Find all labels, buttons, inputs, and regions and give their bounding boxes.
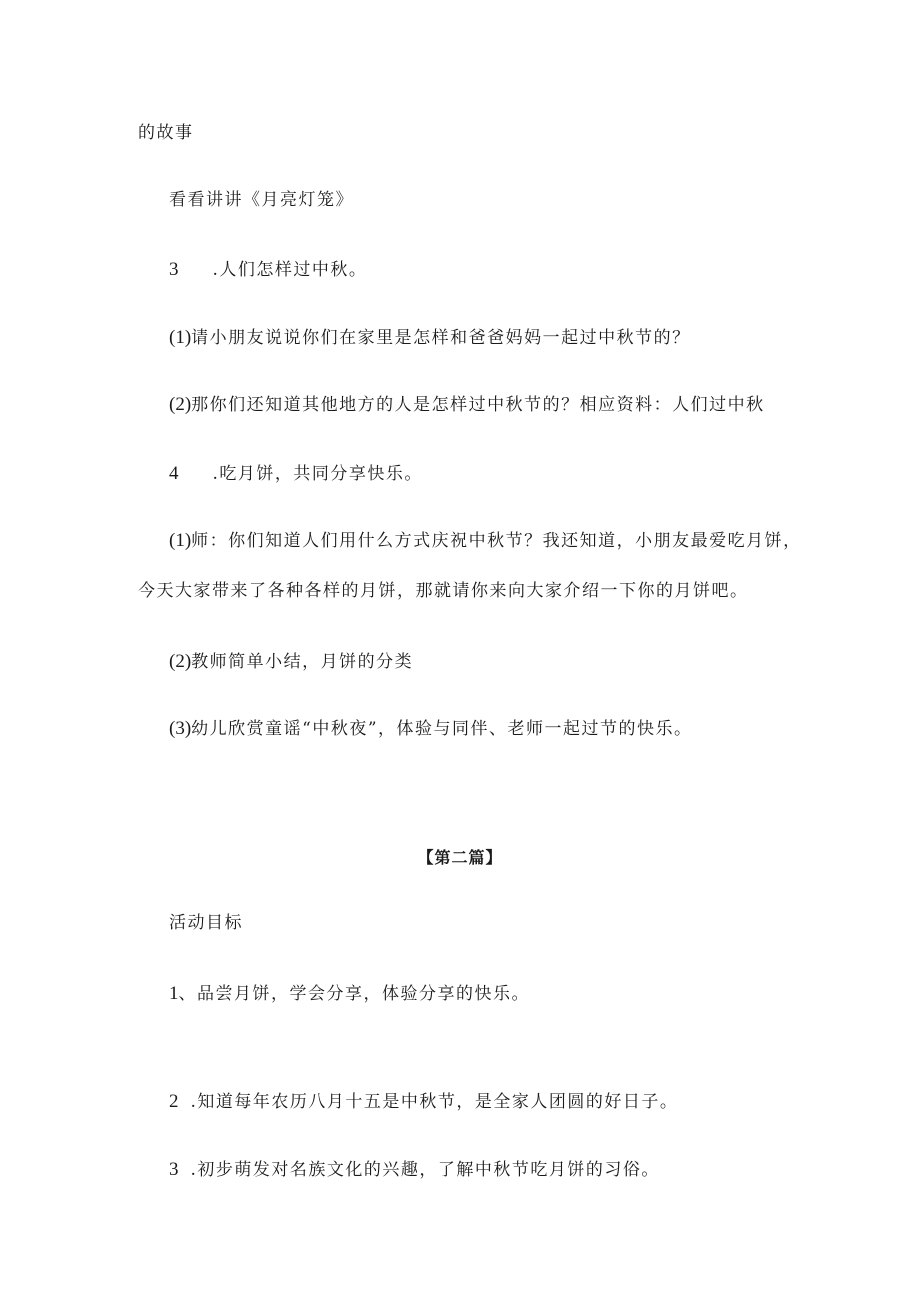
list-number: 4: [169, 463, 179, 484]
list-item: (2)教师简单小结，月饼的分类: [169, 651, 414, 672]
list-item: 3 .人们怎样过中秋。: [169, 259, 368, 280]
list-item: 1、品尝月饼，学会分享，体验分享的快乐。: [169, 983, 530, 1004]
text-line: 活动目标: [169, 913, 243, 933]
text-line: 的故事: [138, 123, 194, 143]
list-number: 3: [169, 259, 179, 280]
text-line: 看看讲讲《月亮灯笼》: [169, 190, 354, 210]
list-number: 1: [169, 983, 179, 1004]
list-item: 3 .初步萌发对名族文化的兴趣，了解中秋节吃月饼的习俗。: [169, 1159, 660, 1180]
list-number: (3): [169, 718, 192, 739]
list-item: (1)请小朋友说说你们在家里是怎样和爸爸妈妈一起过中秋节的？: [169, 327, 691, 348]
list-item: (1)师：你们知道人们用什么方式庆祝中秋节？我还知道，小朋友最爱吃月饼，: [169, 530, 802, 551]
list-number: (1): [169, 530, 192, 551]
list-item: 2 .知道每年农历八月十五是中秋节，是全家人团圆的好日子。: [169, 1091, 679, 1112]
text-line: 今天大家带来了各种各样的月饼，那就请你来向大家介绍一下你的月饼吧。: [138, 581, 749, 601]
list-item: (2)那你们还知道其他地方的人是怎样过中秋节的？相应资料：人们过中秋: [169, 394, 765, 415]
list-item: (3)幼儿欣赏童谣“中秋夜”，体验与同伴、老师一起过节的快乐。: [169, 718, 693, 739]
list-number: (2): [169, 651, 192, 672]
list-number: (1): [169, 327, 192, 348]
section-heading: 【第二篇】: [417, 848, 503, 867]
list-number: 2: [169, 1091, 179, 1112]
list-number: (2): [169, 394, 192, 415]
list-number: 3: [169, 1159, 179, 1180]
list-item: 4 .吃月饼，共同分享快乐。: [169, 463, 423, 484]
